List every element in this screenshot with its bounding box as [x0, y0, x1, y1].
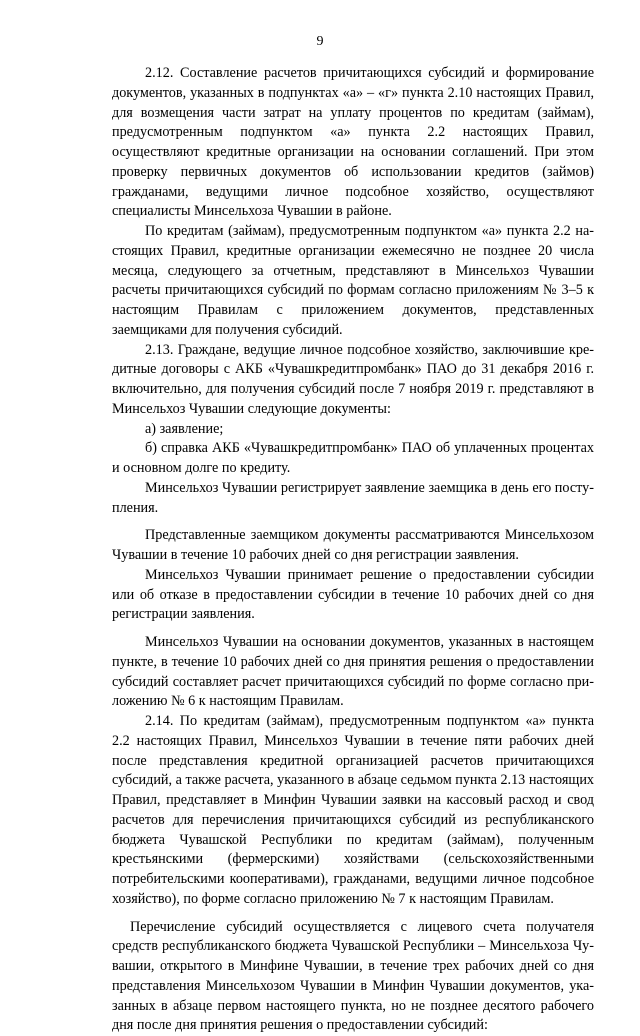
paragraph-decision: Минсельхоз Чувашии принимает решение о предоставлении субсидии или об отказе в предоставлении субсидии в течение 10 рабочих дней со дня регистрации заявления. — [112, 566, 594, 625]
paragraph-review: Представленные заемщиком документы рассматриваются Минсельхозом Чувашии в течение 10 рабочих дней со дня регистрации заявления. — [112, 526, 594, 566]
paragraph-2-13: 2.13. Граждане, ведущие личное подсобное хозяйство, заключившие кредитные договоры с АКБ «Чувашкредитпромбанк» ПАО до 31 декабря 2016 г. включительно, для получения субсидий после 7 ноября 2019 г. представляют в Минсельхоз Чувашии следующие документы: — [112, 341, 594, 420]
list-item-a: а) заявление; — [112, 420, 594, 440]
paragraph-2-14: 2.14. По кредитам (займам), предусмотренным подпунктом «а» пункта 2.2 настоящих Правил, Минсельхоз Чувашии в течение пяти рабочих дней после представления кредитной организацией расчетов причитающихся субсидий, а также расчета, указанного в абзаце седьмом пункта 2.13 настоящих Правил, представляет в Минфин Чувашии заявки на кассовый расход и свод расчетов для перечисления причитающихся субсидий из республиканского бюджета Чувашской Республики по кредитам (займам), полученным крестьянскими (фермерскими) хозяйствами (сельскохозяйственными потребительскими кооперативами), гражданами, ведущими личное подсобное хозяйство), по форме согласно приложению № 7 к настоящим Правилам. — [112, 712, 594, 910]
paragraph-calculation: Минсельхоз Чувашии на основании документов, указанных в настоящем пункте, в течение 10 рабочих дней со дня принятия решения о предоставлении субсидий составляет расчет причитающихся субсидий по форме согласно приложению № 6 к настоящим Правилам. — [112, 633, 594, 712]
paragraph-credit-reports: По кредитам (займам), предусмотренным подпунктом «а» пункта 2.2 настоящих Правил, кредитные организации ежемесячно не позднее 20 числа месяца, следующего за отчетным, представляют в Минсельхоз Чувашии расчеты причитающихся субсидий по формам согласно приложениям № 3–5 к настоящим Правилам с приложением документов, представленных заемщиками для получения субсидий. — [112, 222, 594, 341]
paragraph-2-12: 2.12. Составление расчетов причитающихся субсидий и формирование документов, указанных в подпунктах «а» – «г» пункта 2.10 настоящих Правил, для возмещения части затрат на уплату процентов по кредитам (займам), предусмотренным подпунктом «а» пункта 2.2 настоящих Правил, осуществляют кредитные организации на основании соглашений. При этом проверку первичных документов об использовании кредитов (займов) гражданами, ведущими личное подсобное хозяйство, осуществляют специалисты Минсельхоза Чувашии в районе. — [112, 64, 594, 222]
page-number: 9 — [0, 34, 640, 50]
list-item-b: б) справка АКБ «Чувашкредитпромбанк» ПАО об уплаченных процентах и основном долге по кредиту. — [112, 439, 594, 479]
paragraph-registration: Минсельхоз Чувашии регистрирует заявление заемщика в день его поступления. — [112, 479, 594, 519]
paragraph-transfer: Перечисление субсидий осуществляется с лицевого счета получателя средств республиканского бюджета Чувашской Республики – Минсельхоза Чувашии, открытого в Минфине Чувашии, в течение трех рабочих дней со дня представления Минсельхозом Чувашии в Минфин Чувашии документов, указанных в абзаце первом настоящего пункта, но не позднее десятого рабочего дня после дня принятия решения о предоставлении субсидий: — [112, 918, 594, 1036]
document-body — [112, 64, 594, 1036]
